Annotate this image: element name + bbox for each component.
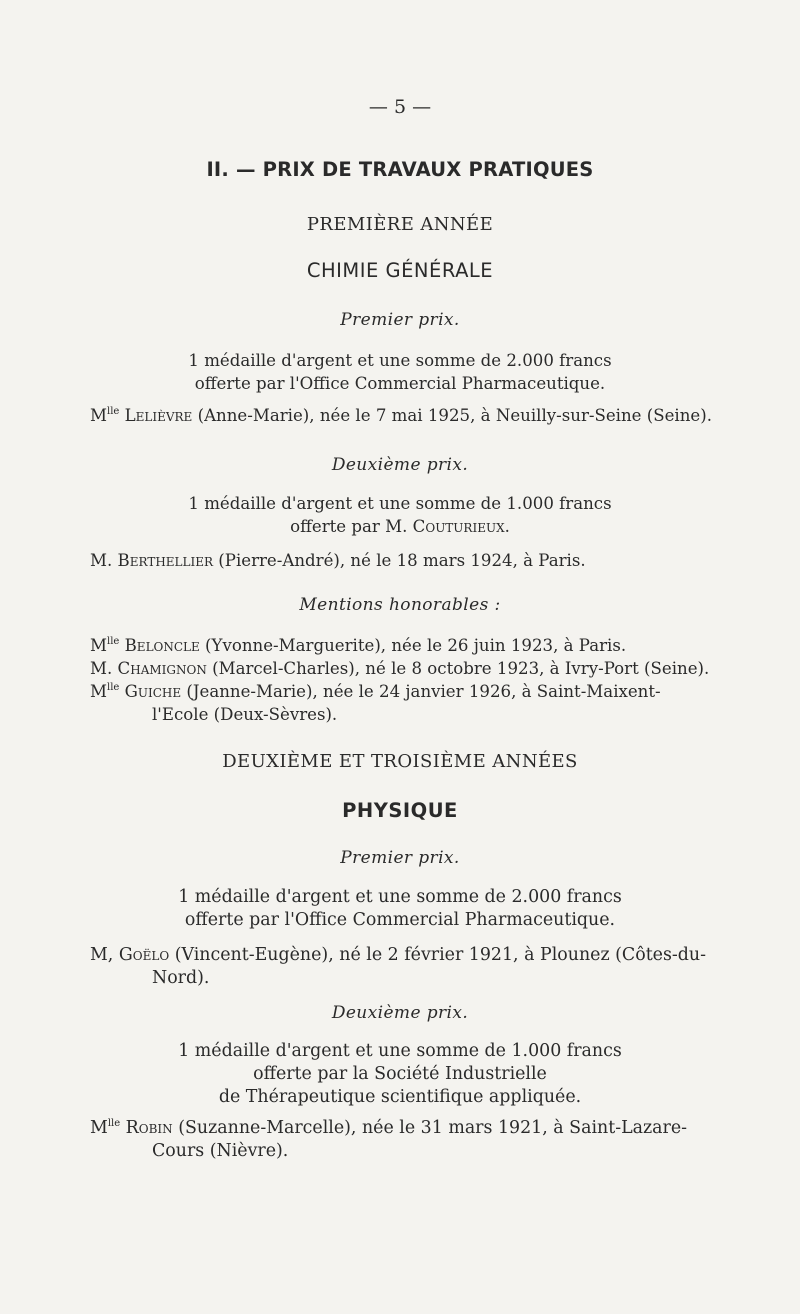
prize-label: Premier prix. <box>340 848 460 868</box>
prize-description-line: 1 médaille d'argent et une somme de 1.000 francs <box>178 1041 622 1061</box>
winner-entry: $M^{lle}$ Lelièvre (Anne-Marie), née le 7 mai 1925, à Neuilly-sur-Seine (Seine). <box>90 406 712 425</box>
winner-entry-continuation: Cours (Nièvre). <box>152 1141 289 1161</box>
prize-description-line: 1 médaille d'argent et une somme de 2.000 francs <box>188 351 612 370</box>
prize-description-line: 1 médaille d'argent et une somme de 1.000 francs <box>188 494 612 513</box>
subject-heading: CHIMIE GÉNÉRALE <box>306 259 494 282</box>
prize-label: Deuxième prix. <box>331 455 469 475</box>
year-heading: PREMIÈRE ANNÉE <box>306 214 494 235</box>
winner-entry: $M^{lle}$ Robin (Suzanne-Marcelle), née le 31 mars 1921, à Saint-Lazare- <box>90 1118 687 1138</box>
mentions-label: Mentions honorables : <box>299 595 501 615</box>
prize-description-line: offerte par M. Couturieux. <box>290 517 510 536</box>
prize-description-line: 1 médaille d'argent et une somme de 2.000 francs <box>178 887 622 907</box>
winner-entry: M. Berthellier (Pierre-André), né le 18 mars 1924, à Paris. <box>90 551 586 570</box>
prize-description-line: offerte par l'Office Commercial Pharmaceutique. <box>184 910 616 930</box>
prize-label: Deuxième prix. <box>331 1003 469 1023</box>
prize-description-line: offerte par la Société Industrielle <box>253 1064 547 1084</box>
winner-entry: M, Goëlo (Vincent-Eugène), né le 2 février 1921, à Plounez (Côtes-du- <box>90 945 706 965</box>
section-title: II. — PRIX DE TRAVAUX PRATIQUES <box>206 158 594 181</box>
prize-description-line: de Thérapeutique scientifique appliquée. <box>218 1087 582 1107</box>
prize-label: Premier prix. <box>340 310 460 330</box>
mention-entry: $M^{lle}$ Beloncle (Yvonne-Marguerite), née le 26 juin 1923, à Paris. <box>90 636 627 655</box>
mention-entry: $M^{lle}$ Guiche (Jeanne-Marie), née le 24 janvier 1926, à Saint-Maixent- <box>90 682 661 701</box>
year-heading: DEUXIÈME ET TROISIÈME ANNÉES <box>222 751 578 772</box>
page-number: — 5 — <box>368 96 432 118</box>
winner-entry-continuation: Nord). <box>152 968 210 988</box>
subject-heading: PHYSIQUE <box>342 799 458 822</box>
mention-entry: M. Chamignon (Marcel-Charles), né le 8 octobre 1923, à Ivry-Port (Seine). <box>90 659 710 678</box>
mention-entry-continuation: l'Ecole (Deux-Sèvres). <box>152 705 338 724</box>
prize-description-line: offerte par l'Office Commercial Pharmaceutique. <box>194 374 606 393</box>
